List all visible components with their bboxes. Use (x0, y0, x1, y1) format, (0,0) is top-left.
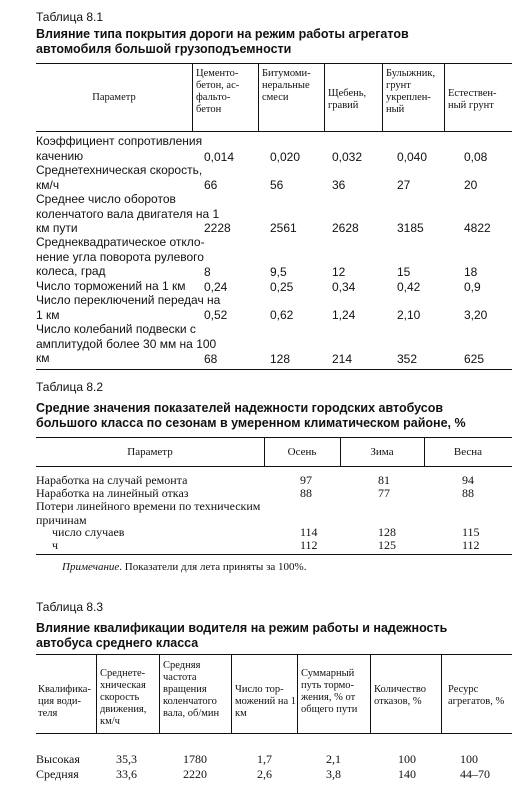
table1-number: Таблица 8.1 (36, 10, 104, 24)
table1-cell: 27 (397, 178, 411, 192)
table1-cell: 56 (270, 178, 284, 192)
table1-cell: 0,08 (464, 150, 488, 164)
table2-cell: 128 (378, 525, 396, 539)
table3-header-col: Среднете-хническая скорость движения, км/ч (100, 668, 147, 727)
table1-col-divider (324, 63, 325, 131)
table1-cell: 0,040 (397, 150, 428, 164)
table3-cell: 2,6 (257, 767, 272, 781)
table1-cell: 0,9 (464, 280, 481, 294)
table1-cell: 18 (464, 265, 478, 279)
table2-note-label: Примечание (62, 561, 120, 573)
table1-col-divider (382, 63, 383, 131)
table2-number: Таблица 8.2 (36, 380, 104, 394)
table3-cell: 100 (460, 752, 478, 766)
table3-header-col: Суммарный путь тормо-жения, % от общего пути (301, 668, 358, 715)
table1-cell: 68 (204, 352, 218, 366)
table3-number: Таблица 8.3 (36, 600, 104, 614)
table2-note (62, 561, 306, 573)
table1-cell: 15 (397, 265, 411, 279)
table3-header-col: Средняя частота вращения коленчатого вала, об/мин (163, 660, 220, 719)
table1-header-col: Битумоми-неральные смеси (262, 68, 311, 103)
table1-cell: 9,5 (270, 265, 287, 279)
table1-cell: 0,24 (204, 280, 228, 294)
table3-cell: 100 (398, 752, 416, 766)
table3-cell: 44–70 (460, 767, 490, 781)
table2-row-label: Наработка на случай ремонта (36, 473, 188, 487)
table2-top-rule (36, 437, 512, 438)
table3-col-divider (96, 654, 97, 733)
table2-cell: 125 (378, 538, 396, 552)
table2-header-param: Параметр (127, 446, 173, 458)
table1-bottom-rule (36, 369, 512, 370)
table1-header-col: Естествен-ный грунт (448, 88, 497, 111)
table3-header-rule (36, 733, 512, 734)
table1-row-label: Среднетехническая скорость, км/ч (36, 163, 203, 192)
table2-note-text: . Показатели для лета приняты за 100%. (119, 561, 307, 573)
table1-row-label: Число переключений передач на 1 км (36, 293, 221, 322)
table2-header-col: Зима (370, 446, 394, 458)
table3-title: Влияние квалификации водителя на режим работы и надежность автобуса среднего класса (36, 621, 448, 650)
table3-cell: 1780 (183, 752, 207, 766)
table3-cell: 35,3 (116, 752, 137, 766)
table1-row-label: Число торможений на 1 км (36, 279, 186, 293)
table1-cell: 2,10 (397, 308, 421, 322)
table2-cell: 114 (300, 525, 318, 539)
table1-cell: 214 (332, 352, 353, 366)
table1-col-divider (192, 63, 193, 131)
table2-row-label: число случаев (52, 525, 125, 539)
table1-cell: 3,20 (464, 308, 488, 322)
table1-cell: 352 (397, 352, 418, 366)
table1-cell: 66 (204, 178, 218, 192)
table1-cell: 0,014 (204, 150, 235, 164)
table1-header-col: Цементо-бетон, ас-фальто-бетон (196, 68, 240, 115)
table2-cell: 115 (462, 525, 480, 539)
table2-cell: 81 (378, 473, 390, 487)
table1-cell: 36 (332, 178, 346, 192)
table1-cell: 8 (204, 265, 211, 279)
table2-row-label: Потери линейного времени по техническим причинам (36, 499, 261, 527)
table3-col-divider (297, 654, 298, 733)
table2-header-col: Осень (287, 446, 317, 458)
table1-col-divider (444, 63, 445, 131)
table3-cell: 3,8 (326, 767, 341, 781)
table3-col-divider (159, 654, 160, 733)
table3-col-divider (370, 654, 371, 733)
table1-cell: 0,020 (270, 150, 301, 164)
table2-cell: 97 (300, 473, 312, 487)
table3-cell: 33,6 (116, 767, 137, 781)
table1-header-param: Параметр (92, 92, 136, 103)
table1-cell: 0,34 (332, 280, 356, 294)
table1-cell: 4822 (464, 221, 491, 235)
table1-cell: 1,24 (332, 308, 356, 322)
table3-col-divider (231, 654, 232, 733)
table1-col-divider (258, 63, 259, 131)
table1-row-label: Число колебаний подвески с амплитудой более 30 мм на 100 км (36, 322, 217, 365)
table1-row-label: Коэффициент сопротивления качению (36, 134, 203, 163)
table1-cell: 3185 (397, 221, 424, 235)
table1-top-rule (36, 63, 512, 64)
table3-header-col: Квалифика-ция води-теля (38, 684, 91, 719)
table1-cell: 0,25 (270, 280, 294, 294)
table2-cell: 112 (462, 538, 480, 552)
table2-row-label: ч (52, 538, 59, 552)
table3-cell: 2220 (183, 767, 207, 781)
table2-cell: 77 (378, 486, 390, 500)
table1-cell: 0,62 (270, 308, 294, 322)
table2-cell: 88 (462, 486, 474, 500)
table3-row-label: Средняя (36, 767, 79, 781)
table1-header-col: Щебень, гравий (328, 88, 367, 111)
table1-header-col: Булыжник, грунт укреплен-ный (386, 68, 436, 115)
table1-cell: 0,032 (332, 150, 363, 164)
table3-cell: 140 (398, 767, 416, 781)
table3-cell: 2,1 (326, 752, 341, 766)
table1-header-rule (36, 131, 512, 132)
table2-row-label: Наработка на линейный отказ (36, 486, 189, 500)
table3-header-col: Количество отказов, % (374, 684, 427, 707)
table1-cell: 0,42 (397, 280, 421, 294)
table2-bottom-rule (36, 554, 512, 555)
table1-cell: 2628 (332, 221, 359, 235)
table1-row-label: Среднеквадратическое откло-нение угла поворота рулевого колеса, град (36, 235, 205, 278)
table2-header-rule (36, 466, 512, 467)
table1-row-label: Среднее число оборотов коленчатого вала двигателя на 1 км пути (36, 192, 220, 235)
table1-cell: 2561 (270, 221, 297, 235)
table3-cell: 1,7 (257, 752, 272, 766)
table3-col-divider (441, 654, 442, 733)
table1-cell: 20 (464, 178, 478, 192)
table3-row-label: Высокая (36, 752, 80, 766)
table2-cell: 112 (300, 538, 318, 552)
table2-header-col: Весна (453, 446, 483, 458)
table1-cell: 2228 (204, 221, 231, 235)
table2-cell: 88 (300, 486, 312, 500)
table1-cell: 12 (332, 265, 346, 279)
table2-title: Средние значения показателей надежности городских автобусов большого класса по сезонам в умеренном климатическом районе, % (36, 401, 466, 430)
table2-cell: 94 (462, 473, 474, 487)
table1-cell: 0,52 (204, 308, 228, 322)
table1-cell: 128 (270, 352, 291, 366)
table3-header-col: Ресурс агрегатов, % (448, 684, 505, 707)
table1-cell: 625 (464, 352, 485, 366)
table3-header-col: Число тор-можений на 1 км (235, 684, 297, 719)
table1-title: Влияние типа покрытия дороги на режим работы агрегатов автомобиля большой грузоподъемности (36, 27, 409, 56)
